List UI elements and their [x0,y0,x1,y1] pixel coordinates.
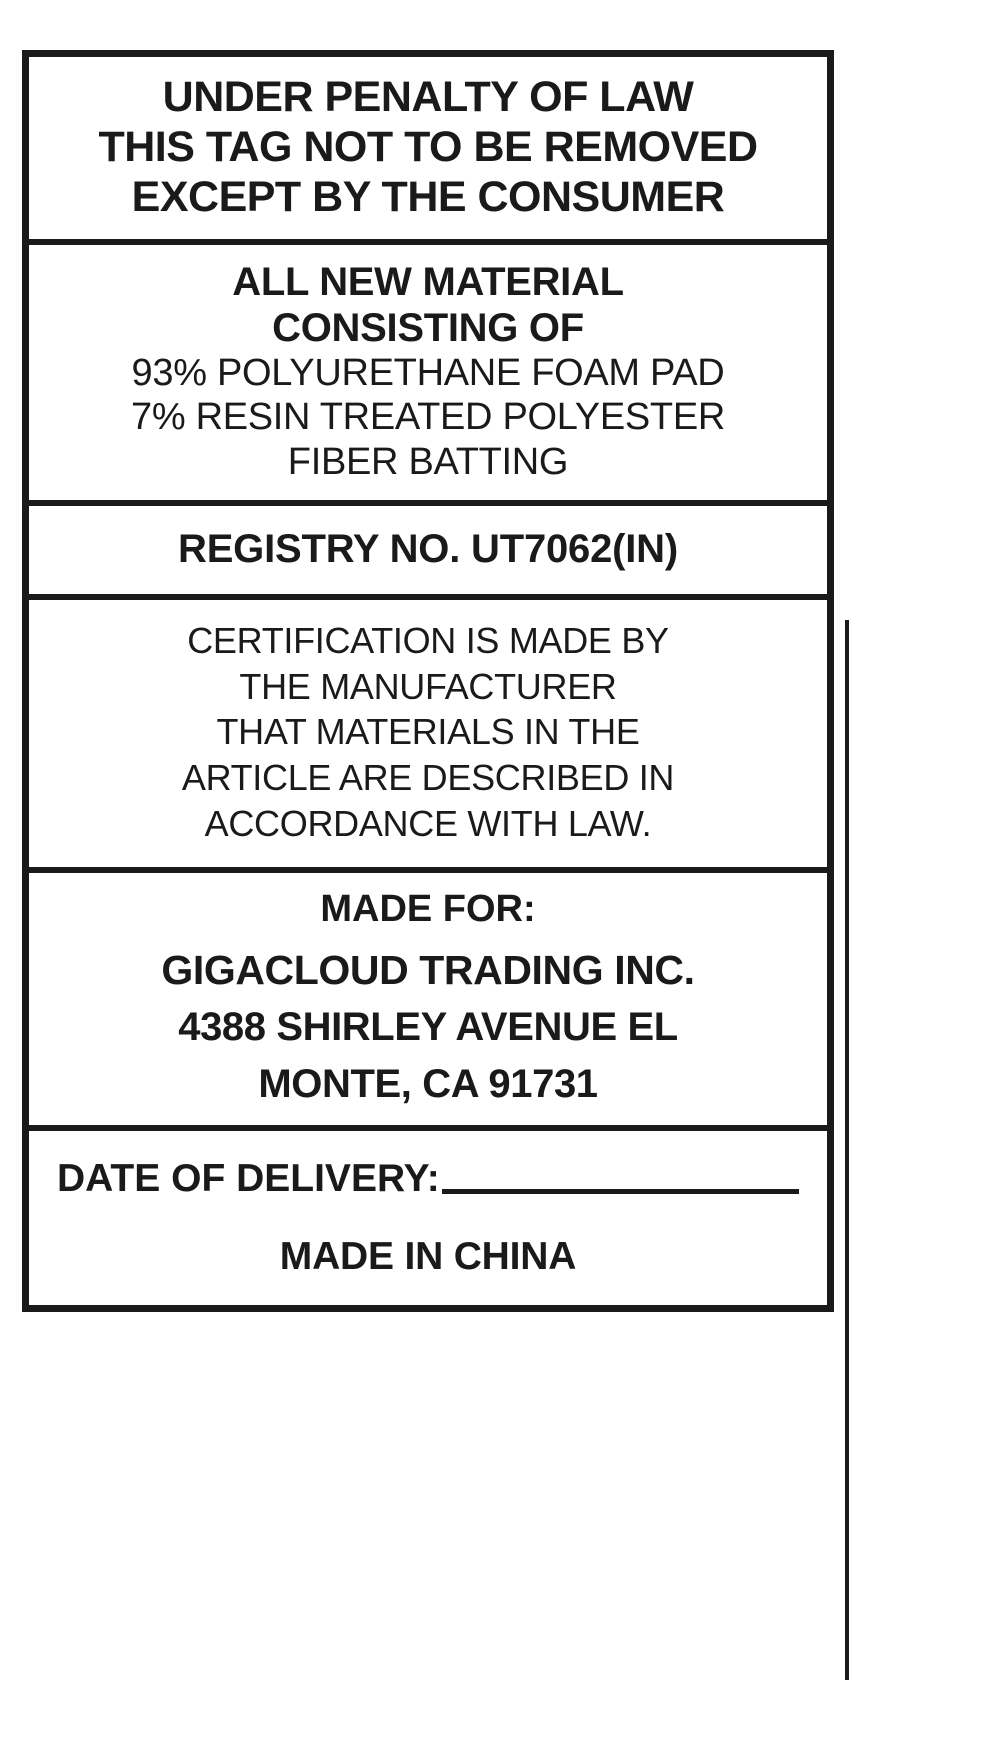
registry-number-text: REGISTRY NO. UT7062(IN) [178,526,678,571]
material-component-line: FIBER BATTING [287,440,569,483]
material-heading-line: CONSISTING OF [272,306,584,351]
made-for-label: MADE FOR: [320,887,536,930]
company-name: GIGACLOUD TRADING INC. [161,946,695,993]
material-content-section [29,245,827,506]
company-address-line: MONTE, CA 91731 [258,1061,598,1106]
delivery-date-row [39,1157,817,1201]
material-component-line: 93% POLYURETHANE FOAM PAD [131,352,725,395]
company-address-line: 4388 SHIRLEY AVENUE EL [178,1005,678,1050]
made-for-section [29,873,827,1131]
label-edge-line [845,620,849,1680]
delivery-section [29,1131,827,1305]
certification-line: CERTIFICATION IS MADE BY [187,620,669,662]
certification-line: THE MANUFACTURER [239,665,617,707]
penalty-notice-line: EXCEPT BY THE CONSUMER [131,172,725,221]
country-of-origin: MADE IN CHINA [279,1235,577,1279]
certification-section [29,600,827,873]
registry-number-section [29,506,827,600]
delivery-date-input[interactable] [442,1189,799,1194]
penalty-notice-line: UNDER PENALTY OF LAW [162,73,694,121]
law-label-tag [22,50,834,1312]
delivery-date-label: DATE OF DELIVERY: [57,1157,440,1201]
certification-line: THAT MATERIALS IN THE [216,711,640,753]
certification-line: ARTICLE ARE DESCRIBED IN [181,757,675,799]
certification-line: ACCORDANCE WITH LAW. [204,802,652,844]
material-component-line: 7% RESIN TREATED POLYESTER [130,396,726,439]
material-heading-line: ALL NEW MATERIAL [232,259,624,304]
penalty-notice-line: THIS TAG NOT TO BE REMOVED [98,122,758,171]
penalty-notice-section [29,57,827,245]
